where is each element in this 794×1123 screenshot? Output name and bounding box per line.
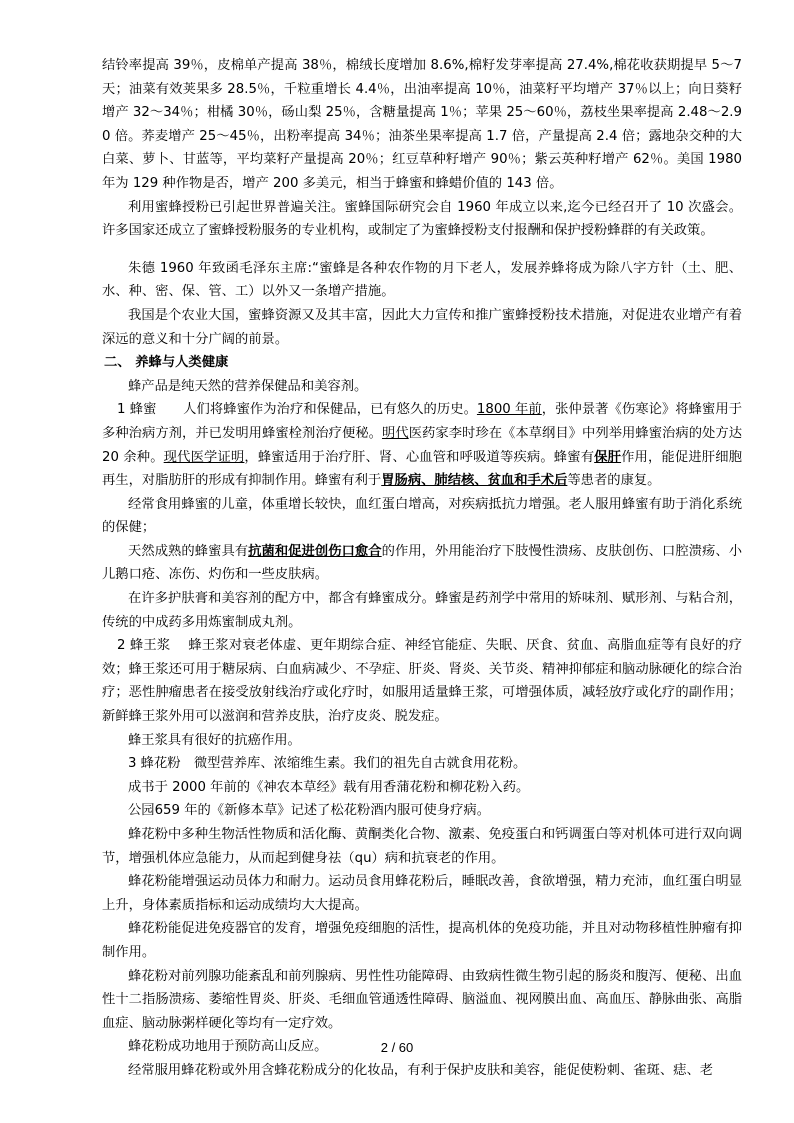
paragraph-pollen-skin: 经常服用蜂花粉或外用含蜂花粉成分的化妆品，有利于保护皮肤和美容，能促使粉刺、雀斑、痣、老 <box>128 1062 714 1078</box>
paragraph-natural-honey <box>102 540 742 587</box>
paragraph-pollen-substances: 蜂花粉中多种生物活性物质和活化酶、黄酮类化合物、激素、免疫蛋白和钙调蛋白等对机体可进行双向调节，增强机体应急能力，从而起到健身祛（qu）病和抗衰老的作用。 <box>102 827 742 866</box>
paragraph-xinxiu: 公园659 年的《新修本草》记述了松花粉酒内服可使身疗病。 <box>128 803 491 819</box>
text-run: ，张仲景著《伤寒论》将蜂蜜用于多种治病方剂，并已发明用蜂蜜栓剂治疗便秘。 <box>102 402 743 441</box>
underlined-text: 1800 年前 <box>476 402 542 418</box>
text-run: 1 蜂蜜 人们将蜂蜜作为治疗和保健品，已有悠久的历史。 <box>117 402 477 418</box>
bold-underlined-text: 胃肠病、肺结核、贫血和手术后 <box>381 473 568 489</box>
paragraph-pollen-athletes: 蜂花粉能增强运动员体力和耐力。运动员食用蜂花粉后，睡眠改善，食欲增强，精力充沛，血红蛋白明显上升，身体素质指标和运动成绩均大大提高。 <box>102 874 742 913</box>
paragraph-cosmetics: 在许多护肤膏和美容剂的配方中，都含有蜂蜜成分。蜂蜜是药剂学中常用的矫味剂、赋形剂、与粘合剂，传统的中成药多用炼蜜制成丸剂。 <box>102 591 742 630</box>
bold-underlined-text: 抗菌和促进创伤口愈合 <box>248 543 382 559</box>
paragraph-royal-jelly-cancer: 蜂王浆具有很好的抗癌作用。 <box>128 732 301 748</box>
paragraph-shennong: 成书于 2000 年前的《神农本草经》载有用香蒲花粉和柳花粉入药。 <box>128 779 530 795</box>
paragraph-children-honey: 经常食用蜂蜜的儿童，体重增长较快，血红蛋白增高，对疾病抵抗力增强。老人服用蜂蜜有助于消化系统的保健； <box>102 496 742 536</box>
page-number: 2 / 60 <box>380 1040 414 1055</box>
section-heading-health: 二、 养蜂与人类健康 <box>104 355 229 371</box>
paragraph-royal-jelly: 2 蜂王浆 蜂王浆对衰老体虚、更年期综合症、神经官能症、失眠、厌食、贫血、高脂血症等有良好的疗效；蜂王浆还可用于糖尿病、白血病减少、不孕症、肝炎、肾炎、关节炎、精神抑郁症和脑动脉硬化的综合治疗；恶性肿瘤患者在接受放射线治疗或化疗时，如服用适量蜂王浆，可增强体质，减轻放疗或化疗的副作用；新鲜蜂王浆外用可以滋润和营养皮肤，治疗皮炎、脱发症。 <box>102 638 742 725</box>
text-run: 医药家李时珍在《本草纲目》中列举用蜂蜜治病的处方达 20 余种。 <box>102 425 743 465</box>
document-body <box>102 54 742 1083</box>
text-run: 天然成熟的蜂蜜具有 <box>128 543 249 559</box>
underlined-text: 明代 <box>382 425 409 441</box>
bold-underlined-text: 保肝 <box>594 449 622 465</box>
paragraph-china-agriculture: 我国是个农业大国，蜜蜂资源又及其丰富，因此大力宣传和推广蜜蜂授粉技术措施，对促进农业增产有着深远的意义和十分广阔的前景。 <box>102 307 742 347</box>
paragraph-zhude-letter: 朱德 1960 年致函毛泽东主席:“蜜蜂是各种农作物的月下老人，发展养蜂将成为除八字方针（土、肥、水、种、密、保、管、工）以外又一条增产措施。 <box>102 260 742 300</box>
paragraph-gap <box>102 243 742 257</box>
paragraph-bee-pollen: 3 蜂花粉 微型营养库、浓缩维生素。我们的祖先自古就食用花粉。 <box>128 756 527 772</box>
paragraph-pollen-altitude: 蜂花粉成功地用于预防高山反应。 <box>128 1039 328 1055</box>
paragraph-pollination-attention: 利用蜜蜂授粉已引起世界普遍关注。蜜蜂国际研究会自 1960 年成立以来,迄今已经召开了 10 次盛会。许多国家还成立了蜜蜂授粉服务的专业机构，或制定了为蜜蜂授粉支付报酬和保护授粉蜂群的有关政策。 <box>102 199 742 239</box>
text-run: 等患者的康复。 <box>567 473 661 489</box>
paragraph-pollination-yields: 结铃率提高 39％，皮棉单产提高 38％，棉绒长度增加 8.6%,棉籽发芽率提高 27.4%,棉花收获期提早 5～7 天；油菜有效荚果多 28.5％，千粒重增长 4.4％，出油率提高 10％，油菜籽平均增产 37％以上；向日葵籽增产 32～34％；柑橘 30％，砀山梨 25％，含糖量提高 1％；苹果 25～60％，荔枝坐果率提高 2.48～2.90 倍。荞麦增产 25～45％，出粉率提高 34％；油茶坐果率提高 1.7 倍，产量提高 2.4 倍；露地杂交种的大白菜、萝卜、甘蓝等，平均菜籽产量提高 20％；红豆草种籽增产 90％；紫云英种籽增产 62％。美国 1980 年为 129 种作物是否，增产 200 多美元，相当于蜂蜜和蜂蜡价值的 143 倍。 <box>102 58 742 191</box>
text-run: ，蜂蜜适用于治疗肝、肾、心血管和呼吸道等疾病。蜂蜜有 <box>244 449 595 465</box>
paragraph-bee-products-intro: 蜂产品是纯天然的营养保健品和美容剂。 <box>128 378 368 394</box>
paragraph-honey <box>102 398 742 492</box>
text-run: 的作用，外用能治疗下肢慢性溃疡、皮肤创伤、口腔溃疡、小儿鹅口疮、冻伤、灼伤和一些皮肤病。 <box>102 543 743 583</box>
text-run: 作用，能促进肝细胞再生，对脂肪肝的形成有抑制作用。蜂蜜有利于 <box>102 449 742 489</box>
paragraph-pollen-diseases: 蜂花粉对前列腺功能紊乱和前列腺病、男性性功能障碍、由致病性微生物引起的肠炎和腹泻、便秘、出血性十二指肠溃疡、萎缩性胃炎、肝炎、毛细血管通透性障碍、脑溢血、视网膜出血、高血压、静脉曲张、高脂血症、脑动脉粥样硬化等均有一定疗效。 <box>102 968 742 1031</box>
underlined-text: 现代医学证明 <box>163 449 245 465</box>
paragraph-pollen-immune: 蜂花粉能促进免疫器官的发育，增强免疫细胞的活性，提高机体的免疫功能，并且对动物移植性肿瘤有抑制作用。 <box>102 921 742 960</box>
